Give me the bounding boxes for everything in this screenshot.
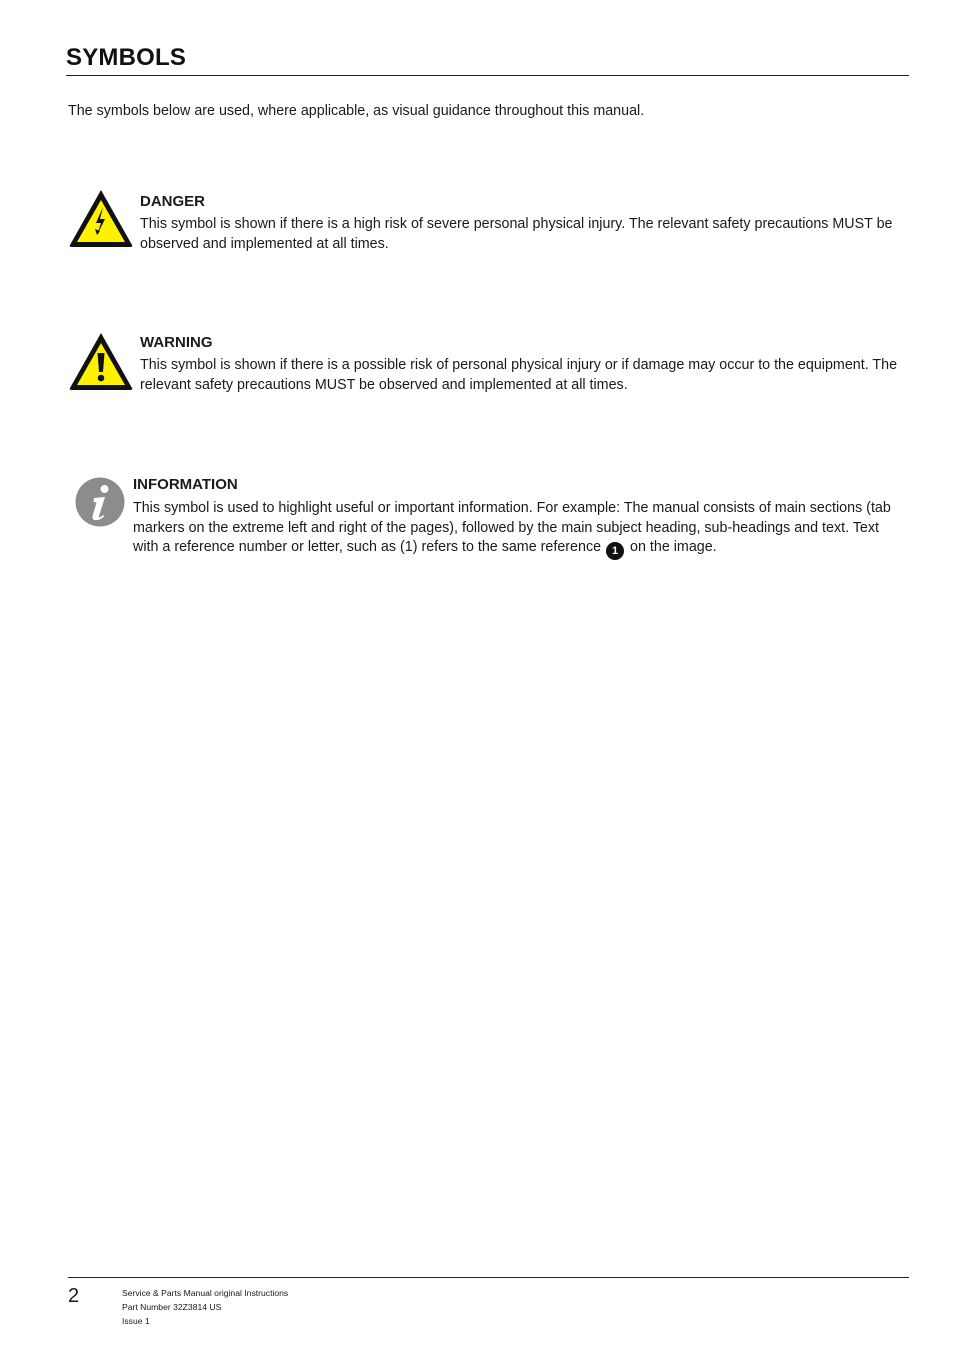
intro-text: The symbols below are used, where applicable, as visual guidance throughout this manual. [68,103,645,119]
title-divider [66,75,909,76]
information-description [133,499,908,560]
information-icon [74,476,126,528]
warning-section [68,331,910,401]
page-number: 2 [68,1285,80,1307]
footer-part-number: Part Number 32Z3814 US [122,1302,222,1312]
warning-heading: WARNING [140,334,213,351]
information-heading: INFORMATION [133,476,238,493]
warning-description: This symbol is shown if there is a possible risk of personal physical injury or if damage may occur to the equipment. The relevant safety precautions MUST be observed and implemented at all times. [140,357,898,393]
danger-section [68,188,910,258]
information-text: This symbol is used to highlight useful or important information. For example: The manual consists of main sections (tab markers on the extreme left and right of the pages), followed by the main subject heading, sub-headings and text. Text with a reference number or letter, such as (1) refers to the same reference [133,500,891,555]
reference-badge: 1 [606,542,624,560]
danger-description: This symbol is shown if there is a high risk of severe personal physical injury. The relevant safety precautions MUST be observed and implemented at all times. [140,216,893,252]
footer-info [122,1286,288,1328]
footer-issue: Issue 1 [122,1316,150,1326]
footer-manual-title: Service & Parts Manual original Instructions [122,1288,289,1298]
information-section [68,474,910,564]
danger-heading: DANGER [140,193,206,210]
information-text-end: on the image. [630,539,717,555]
footer-divider [68,1277,909,1278]
warning-exclamation-triangle-icon [68,331,134,391]
danger-electrical-warning-triangle-icon [68,188,134,248]
page-title: SYMBOLS [66,44,187,71]
